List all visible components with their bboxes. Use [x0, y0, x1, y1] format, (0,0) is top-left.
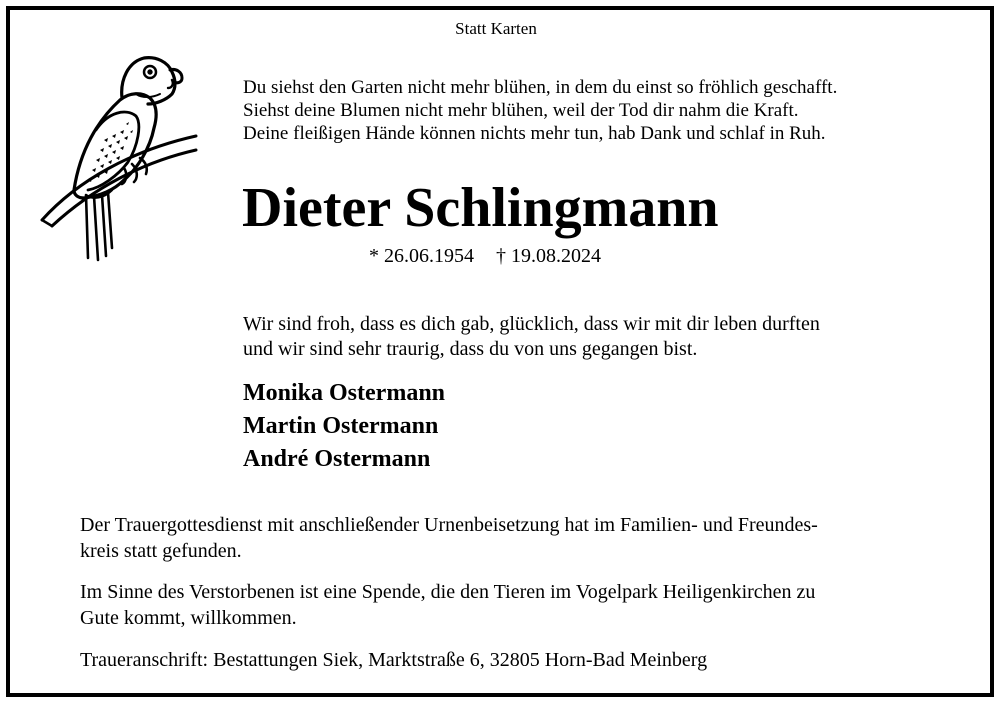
poem-line: Du siehst den Garten nicht mehr blühen, in dem du einst so fröhlich geschafft.: [243, 77, 838, 98]
mourner-name: Martin Ostermann: [243, 413, 439, 439]
header-label: Statt Karten: [455, 19, 537, 38]
poem-line: Siehst deine Blumen nicht mehr blühen, weil der Tod dir nahm die Kraft.: [243, 100, 799, 121]
parrot-on-branch-icon: [38, 50, 200, 266]
donation-line: Im Sinne des Verstorbenen ist eine Spende, die den Tieren im Vogelpark Heiligenkirchen zu: [80, 581, 816, 603]
poem-line: Deine fleißigen Hände können nichts mehr tun, hab Dank und schlaf in Ruh.: [243, 123, 826, 144]
death-date: † 19.08.2024: [496, 245, 601, 267]
birth-date: * 26.06.1954: [369, 245, 474, 267]
quote-line: und wir sind sehr traurig, dass du von uns gegangen bist.: [243, 338, 698, 360]
service-line: kreis statt gefunden.: [80, 540, 242, 562]
quote-line: Wir sind froh, dass es dich gab, glücklich, dass wir mit dir leben durften: [243, 313, 820, 335]
mourner-name: Monika Ostermann: [243, 380, 446, 406]
donation-line: Gute kommt, willkommen.: [80, 607, 297, 629]
life-dates: [369, 245, 601, 268]
service-line: Der Trauergottesdienst mit anschließender Urnenbeisetzung hat im Familien- und Freundes-: [80, 514, 818, 536]
deceased-name: Dieter Schlingmann: [242, 177, 719, 239]
mourner-name: André Ostermann: [243, 446, 431, 472]
address-line: Traueranschrift: Bestattungen Siek, Marktstraße 6, 32805 Horn-Bad Meinberg: [80, 649, 708, 671]
